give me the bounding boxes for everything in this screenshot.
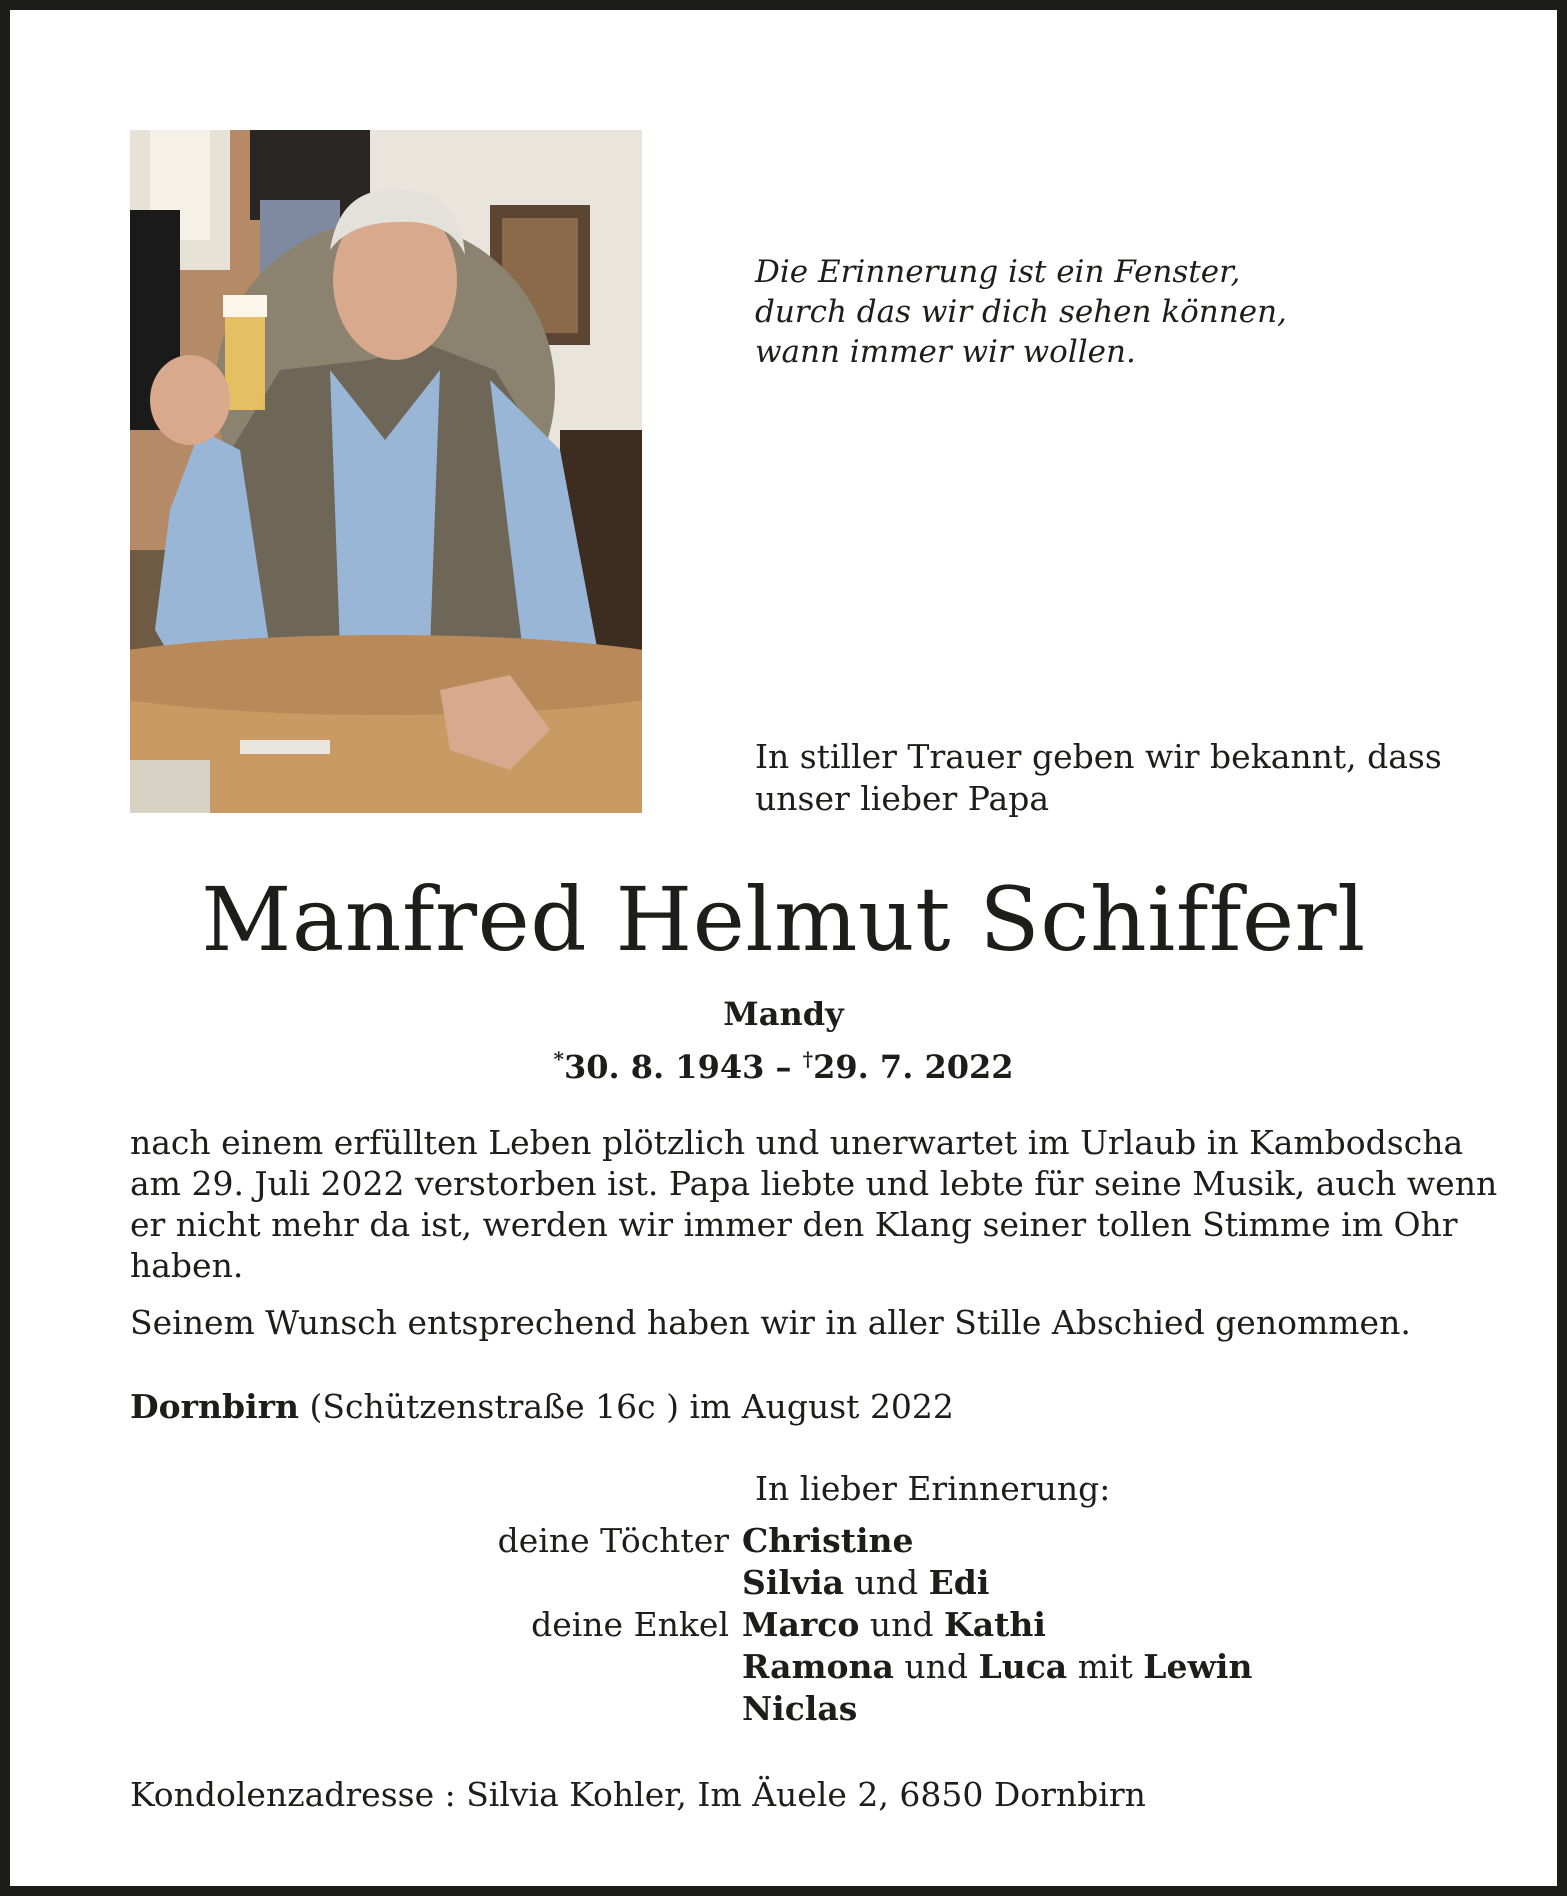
connector-word: und <box>869 1605 934 1644</box>
quote-line: durch das wir dich sehen können, <box>755 294 1287 330</box>
body-line: nach einem erfüllten Leben plötzlich und unerwartet im Urlaub in Kambodscha <box>130 1123 1464 1162</box>
body-line: haben. <box>130 1246 244 1285</box>
connector-word: und <box>904 1647 969 1686</box>
life-dates <box>0 1038 1567 1088</box>
family-list <box>380 1520 1480 1730</box>
family-member: Ramona <box>742 1647 894 1686</box>
family-member: Kathi <box>944 1605 1046 1644</box>
death-symbol: † <box>802 1047 814 1071</box>
family-row-daughters <box>380 1520 1480 1562</box>
death-date: 29. 7. 2022 <box>813 1048 1014 1086</box>
portrait-illustration <box>130 130 642 813</box>
relation-label: deine Töchter <box>497 1521 729 1560</box>
memorial-quote <box>755 252 1355 372</box>
birth-symbol: * <box>553 1047 564 1071</box>
family-member: Luca <box>978 1647 1068 1686</box>
portrait-photo <box>130 130 642 813</box>
family-row <box>380 1562 1480 1604</box>
family-member: Edi <box>928 1563 990 1602</box>
connector-word: mit <box>1077 1647 1133 1686</box>
family-row <box>380 1646 1480 1688</box>
connector-word: und <box>854 1563 919 1602</box>
condolence-address: Kondolenzadresse : Silvia Kohler, Im Äuele 2, 6850 Dornbirn <box>130 1775 1146 1814</box>
intro-line: unser lieber Papa <box>755 779 1049 818</box>
intro-line: In stiller Trauer geben wir bekannt, dass <box>755 737 1442 776</box>
body-line: er nicht mehr da ist, werden wir immer den Klang seiner tollen Stimme im Ohr <box>130 1205 1458 1244</box>
family-member: Silvia <box>742 1563 844 1602</box>
farewell-note: Seinem Wunsch entsprechend haben wir in aller Stille Abschied genommen. <box>130 1303 1411 1342</box>
family-member: Christine <box>742 1521 914 1560</box>
place-address: (Schützenstraße 16c ) <box>309 1387 679 1426</box>
announcement-intro <box>755 736 1475 820</box>
deceased-nickname: Mandy <box>723 995 844 1033</box>
memory-heading: In lieber Erinnerung: <box>755 1469 1111 1508</box>
place-city: Dornbirn <box>130 1387 299 1426</box>
body-line: am 29. Juli 2022 verstorben ist. Papa liebte und lebte für seine Musik, auch wenn <box>130 1164 1498 1203</box>
place-and-date <box>130 1386 1440 1428</box>
deceased-name: Manfred Helmut Schifferl <box>201 868 1366 971</box>
birth-date: 30. 8. 1943 <box>563 1048 765 1086</box>
relation-label: deine Enkel <box>531 1605 729 1644</box>
family-member: Marco <box>742 1605 860 1644</box>
family-row-grandchildren <box>380 1604 1480 1646</box>
family-row <box>380 1688 1480 1730</box>
place-date: im August 2022 <box>689 1387 954 1426</box>
family-member: Lewin <box>1143 1647 1253 1686</box>
quote-line: wann immer wir wollen. <box>755 334 1136 370</box>
quote-line: Die Erinnerung ist ein Fenster, <box>755 254 1241 290</box>
family-member: Niclas <box>742 1689 858 1728</box>
date-separator: – <box>775 1048 792 1086</box>
obituary-text <box>130 1122 1498 1286</box>
